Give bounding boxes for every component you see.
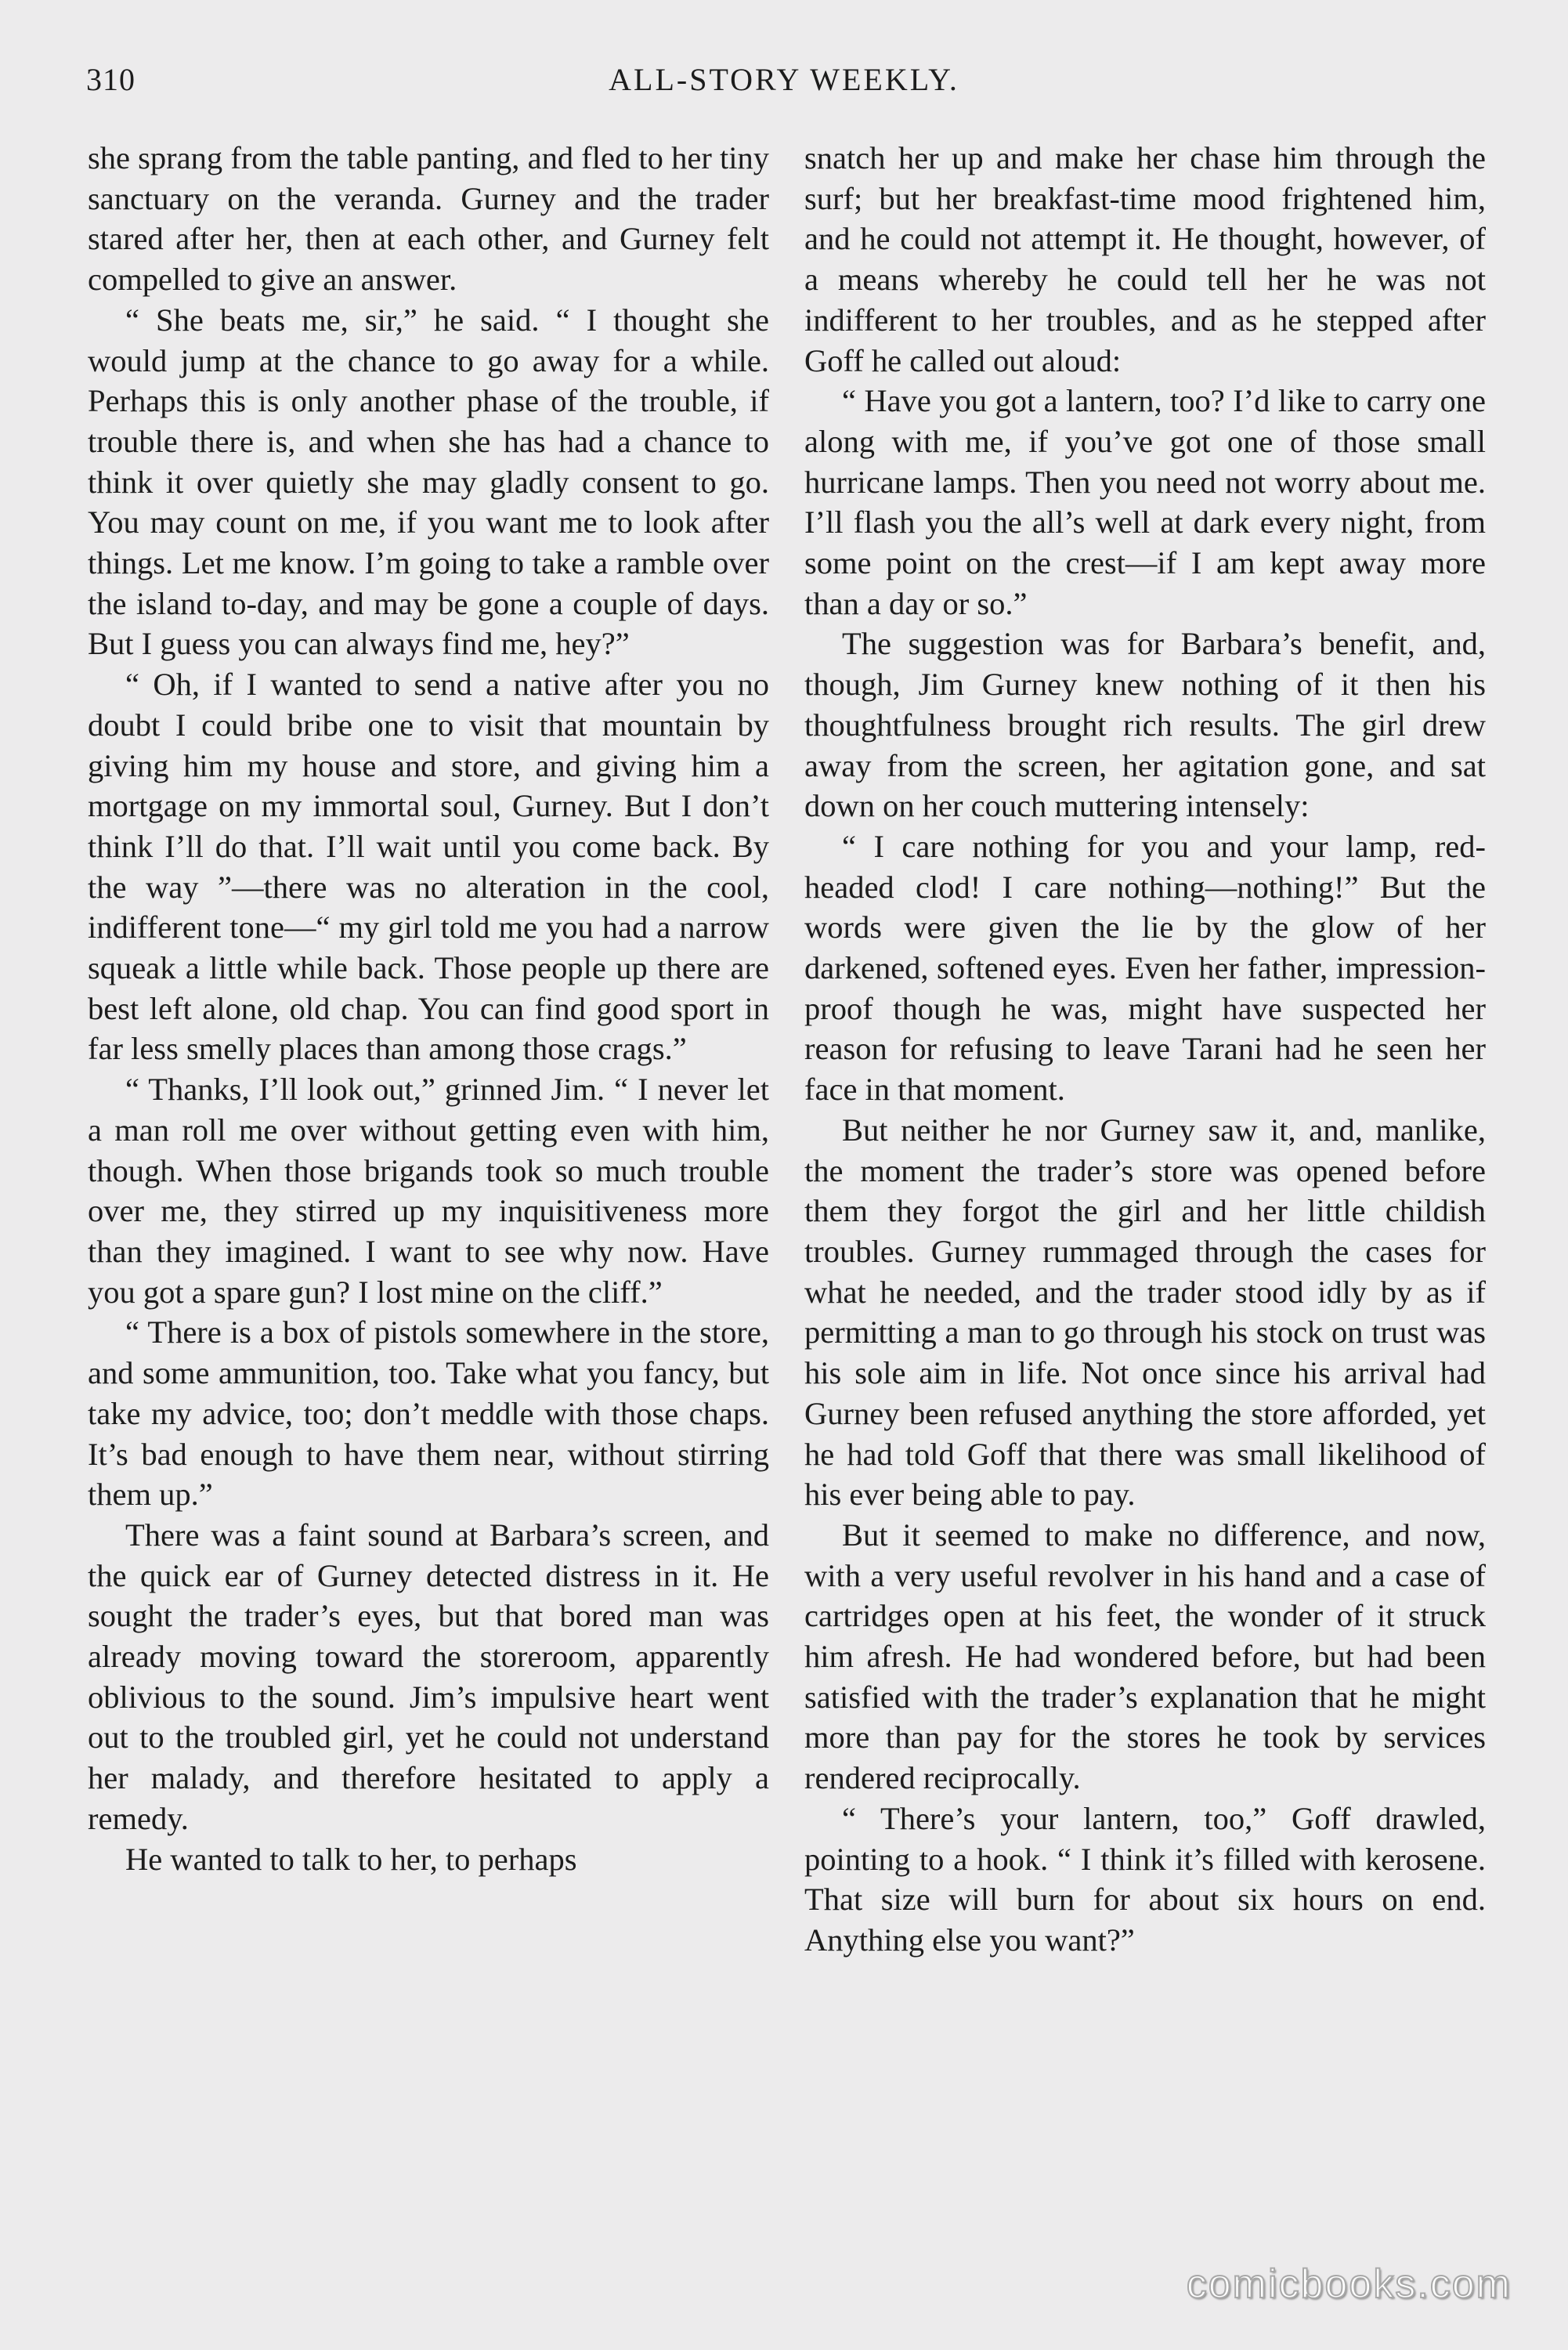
- paragraph: “ Have you got a lantern, too? I’d like to carry one along with me, if you’ve got one of those small hurricane lamps. Then you need not worry about me. I’ll flash you the all’s well at dark every night, from some point on the crest—if I am kept away more than a day or so.”: [804, 383, 1486, 621]
- paragraph: she sprang from the table panting, and fled to her tiny sanctuary on the veranda. Gurney and the trader stared after her, then at each other, and Gurney felt compelled to give an answer.: [88, 140, 769, 298]
- paragraph: But it seemed to make no difference, and now, with a very useful revolver in his hand and a case of cartridges open at his feet, the wonder of it struck him afresh. He had wondered before, but had been satisfied with the trader’s explanation that he might more than pay for the stores he took by services rendered reciprocally.: [804, 1517, 1486, 1796]
- watermark-logo: comicbooks.com: [1186, 2261, 1512, 2307]
- paragraph: “ Thanks, I’ll look out,” grinned Jim. “ I never let a man roll me over without getting even with him, though. When those brigands took so much trouble over me, they stirred up my inquisitiveness more than they imagined. I want to see why now. Have you got a spare gun? I lost mine on the cliff.”: [88, 1072, 769, 1310]
- left-column: [88, 138, 769, 1879]
- running-head: ALL-STORY WEEKLY.: [609, 62, 959, 97]
- paragraph: “ There is a box of pistols somewhere in the store, and some ammunition, too. Take what you fancy, but take my advice, too; don’t meddle with those chaps. It’s bad enough to have them near, without stirring them up.”: [88, 1314, 769, 1513]
- paragraph: “ There’s your lantern, too,” Goff drawled, pointing to a hook. “ I think it’s filled with kerosene. That size will burn for about six hours on end. Anything else you want?”: [804, 1800, 1486, 1958]
- paragraph: “ She beats me, sir,” he said. “ I thought she would jump at the chance to go away for a while. Perhaps this is only another phase of the trouble, if trouble there is, and when she has had a chance to think it over quietly she may gladly consent to go. You may count on me, if you want me to look after things. Let me know. I’m going to take a ramble over the island to-day, and may be gone a couple of days. But I guess you can always find me, hey?”: [88, 302, 769, 662]
- paragraph: “ Oh, if I wanted to send a native after you no doubt I could bribe one to visit that mountain by giving him my house and store, and giving him a mortgage on my immortal soul, Gurney. But I don’t think I’ll do that. I’ll wait until you come back. By the way ”—there was no alteration in the cool, indifferent tone—“ my girl told me you had a narrow squeak a little while back. Those people up there are best left alone, old chap. You can find good sport in far less smelly places than among those crags.”: [88, 667, 769, 1067]
- paragraph: But neither he nor Gurney saw it, and, manlike, the moment the trader’s store was opened before them they forgot the girl and her little childish troubles. Gurney rummaged through the cases for what he needed, and the trader stood idly by as if permitting a man to go through his stock on trust was his sole aim in life. Not once since his arrival had Gurney been refused anything the store afforded, yet he had told Goff that there was small likelihood of his ever being able to pay.: [804, 1112, 1486, 1513]
- paragraph: He wanted to talk to her, to perhaps: [125, 1841, 577, 1877]
- paragraph: snatch her up and make her chase him through the surf; but her breakfast-time mood frightened him, and he could not attempt it. He thought, however, of a means whereby he could tell her he was not indifferent to her troubles, and as he stepped after Goff he called out aloud:: [804, 140, 1486, 378]
- paragraph: The suggestion was for Barbara’s benefit, and, though, Jim Gurney knew nothing of it then his thoughtfulness brought rich results. The girl drew away from the screen, her agitation gone, and sat down on her couch muttering intensely:: [804, 626, 1486, 824]
- paragraph: There was a faint sound at Barbara’s screen, and the quick ear of Gurney detected distress in it. He sought the trader’s eyes, but that bored man was already moving toward the storeroom, apparently oblivious to the sound. Jim’s impulsive heart went out to the troubled girl, yet he could not understand her malady, and therefore hesitated to apply a remedy.: [88, 1517, 769, 1836]
- paragraph: “ I care nothing for you and your lamp, red-headed clod! I care nothing—nothing!” But the words were given the lie by the glow of her darkened, softened eyes. Even her father, impression-proof though he was, might have suspected her reason for refusing to leave Tarani had he seen her face in that moment.: [804, 828, 1486, 1108]
- page-number: 310: [86, 62, 135, 97]
- right-column: [804, 138, 1486, 1961]
